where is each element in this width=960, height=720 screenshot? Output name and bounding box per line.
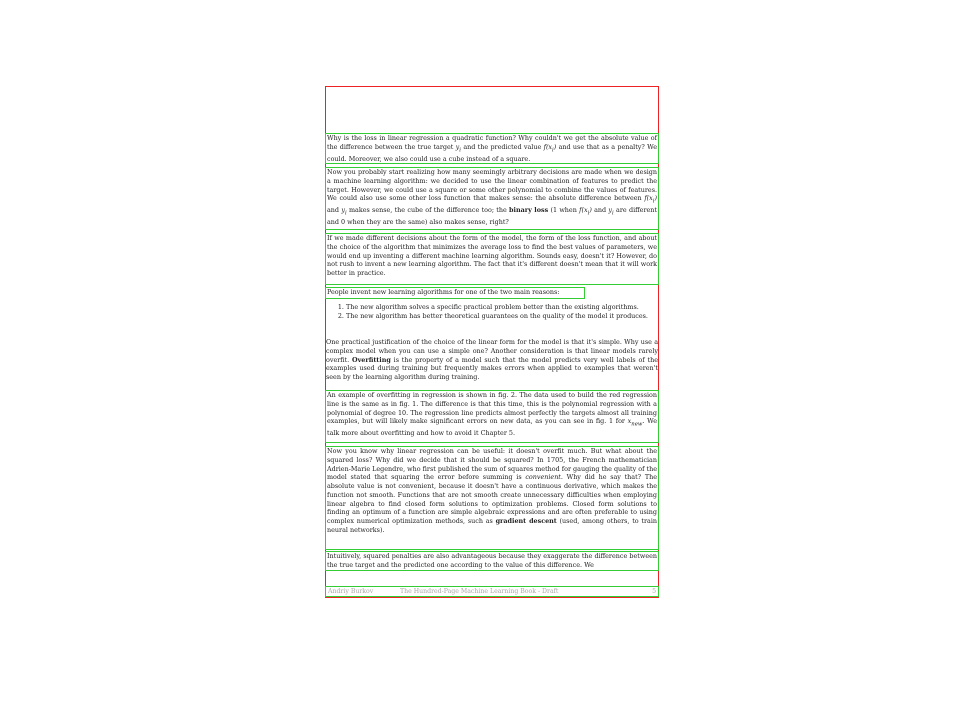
paragraph-different-decisions: If we made different decisions about the form of the model, the form of the loss function, and about the choice of the algorithm that minimizes the average loss to find the best values of parameters, we would end up inventing a different machine learning algorithm. Sounds easy, doesn't it? However, do not rush to invent a new learning algorithm. The fact that it's different doesn't mean that it will work better in practice.	[325, 233, 659, 285]
page-footer	[325, 586, 659, 597]
footer-author: Andriy Burkov	[328, 588, 374, 595]
footer-book-title: The Hundred-Page Machine Learning Book - Draft	[400, 588, 559, 595]
paragraph-squared-loss: Now you know why linear regression can be useful: it doesn't overfit much. But what about the squared loss? Why did we decide that it should be squared? In 1705, the French mathematician Adrien-Marie Legendre, who first published the sum of squares method for gauging the quality of the model stated that squaring the error before summing is convenient. Why did he say that? The absolute value is not convenient, because it doesn't have a continuous derivative, which makes the function not smooth. Functions that are not smooth create unnecessary difficulties when employing linear algebra to find closed form solutions to optimization problems. Closed form solutions to finding an optimum of a function are simple algebraic expressions and are often preferable to using complex numerical optimization methods, such as gradient descent (used, among others, to train neural networks).	[325, 446, 659, 550]
reasons-list	[330, 303, 672, 321]
paragraph-squared-penalties: Intuitively, squared penalties are also advantageous because they exaggerate the difference between the true target and the predicted one according to the value of this difference. We	[325, 551, 659, 571]
page-number: 5	[652, 588, 656, 595]
paragraph-overfitting-example: An example of overfitting in regression is shown in fig. 2. The data used to build the red regression line is the same as in fig. 1. The difference is that this time, this is the polynomial regression with a polynomial of degree 10. The regression line predicts almost perfectly the targets almost all training examples, but will likely make significant errors on new data, as you can see in fig. 1 for $x_{new}$. We talk more about overfitting and how to avoid it Chapter 5.	[325, 390, 659, 443]
paragraph-loss-question: Why is the loss in linear regression a quadratic function? Why couldn't we get the absolute value of the difference between the true target $y_i$ and the predicted value $f(x_i)$ and use that as a penalty? We could. Moreover, we also could use a cube instead of a square.	[327, 134, 657, 163]
list-item: 2. The new algorithm has better theoretical guarantees on the quality of the model it produces.	[346, 312, 672, 321]
list-item: 1. The new algorithm solves a specific practical problem better than the existing algorithms.	[346, 303, 672, 312]
paragraph-arbitrary-decisions: Now you probably start realizing how many seemingly arbitrary decisions are made when we design a machine learning algorithm: we decided to use the linear combination of features to predict the target. However, we could use a square or some other polynomial to combine the values of features. We could also use some other loss function that makes sense: the absolute difference between $f(x_i)$ and $y_i$ makes sense, the cube of the difference too; the binary loss (1 when $f(x_i)$ and $y_i$ are different and 0 when they are the same) also makes sense, right?	[325, 167, 659, 230]
paragraph-reasons-intro: People invent new learning algorithms for one of the two main reasons:	[325, 287, 585, 299]
paragraph-overfitting: One practical justification of the choice of the linear form for the model is that it's simple. Why use a complex model when you can use a simple one? Another consideration is that linear models rarely overfit. Overfitting is the property of a model such that the model predicts very well labels of the examples used during training but frequently makes errors when applied to examples that weren't seen by the learning algorithm during training.	[326, 338, 658, 381]
